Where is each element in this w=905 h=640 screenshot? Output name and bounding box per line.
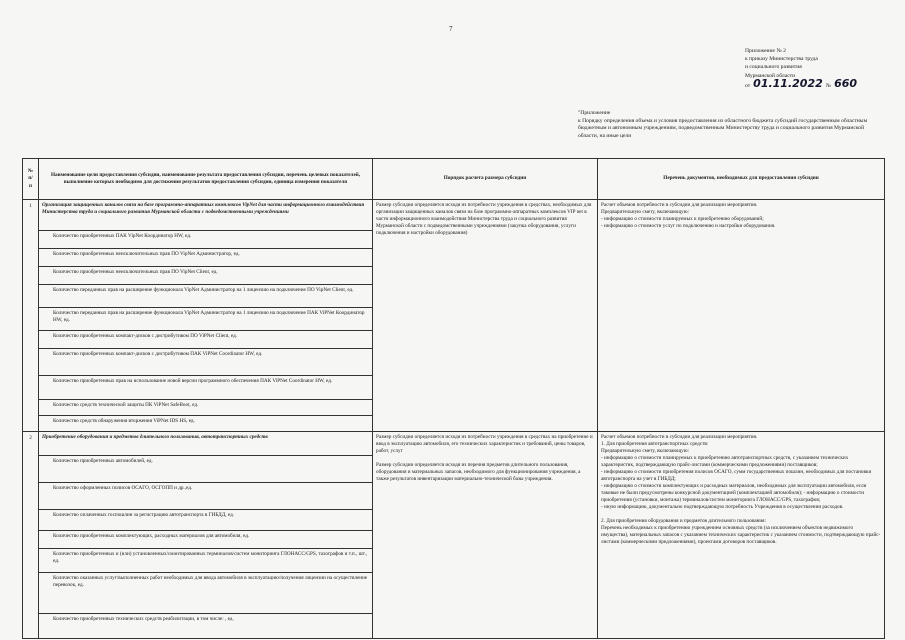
table-row xyxy=(23,200,885,432)
docs-cell xyxy=(598,200,885,432)
prilozhenie-block xyxy=(578,110,878,140)
appendix-line: Мурманской области xyxy=(745,72,796,79)
indicator-item: Количество приобретенных комплектующих, расходных материалов для автомобиля, ед. xyxy=(39,531,372,549)
handwritten-number: 660 xyxy=(834,76,858,90)
indicator-item: Количество приобретенных неисключительных прав ПО VipNet Client, ед. xyxy=(39,267,372,285)
indicator-item: Количество оплаченных госпошлин за регистрацию автотранспорта в ГИБДД, ед. xyxy=(39,510,372,531)
calc-cell xyxy=(373,432,598,639)
prilozhenie-title: "Приложение xyxy=(578,110,611,116)
docs-line: 1. Для приобретения автотранспортных средств: xyxy=(601,441,709,447)
indicator-item: Количество приобретенных неисключительных прав ПО VipNet Администратор, ед. xyxy=(39,249,372,267)
indicator-item: Количество приобретенных и (или) установленных/смонтированных терминалов/систем мониторинга ГЛОНАСС/GPS, тахографов и т.п., шт., ед. xyxy=(39,549,372,573)
header-num: № п/п xyxy=(23,159,39,200)
indicator-item: Количество средств технической защиты ПК ViPNet SafeBoot, ед. xyxy=(39,400,372,416)
indicator-item: Количество приобретенных ПАК VipNet Координатор HW, ед. xyxy=(39,231,372,249)
appendix-line: и социального развития xyxy=(745,64,802,71)
indicator-item: Количество приобретенных технических средств реабилитации, в том числе: , ед. xyxy=(53,616,234,622)
calc-text: Размер субсидии определяется исходя из перечня предметов длительного пользования, оборудования и материальных запасов, необходимого для функционирования учреждения, а также результатов инвентаризации материально-технической базы учреждения. xyxy=(376,462,581,482)
date-prefix: от xyxy=(745,82,751,89)
indicator-item: Количество средств обнаружения вторжения ViPNet IDS HS, ед. xyxy=(53,418,195,424)
header-goal: Наименование цели предоставления субсидии, наименование результата предоставления субсидии, перечень целевых показателей, выполнение которых необходимо для достижения результатов предоставления субсидии, единица измерения показателя xyxy=(39,159,373,200)
page-number: 7 xyxy=(449,25,453,33)
header-docs: Перечень документов, необходимых для предоставления субсидии xyxy=(598,159,885,200)
subsidy-table xyxy=(22,158,885,639)
header-calc: Порядок расчета размера субсидии xyxy=(373,159,598,200)
handwritten-date: 01.11.2022 xyxy=(753,76,823,90)
number-prefix: № xyxy=(825,82,832,89)
docs-line: Перечень необходимых к приобретению учреждением основных средств (за исключением объектов недвижимого имущества), материальных запасов с указанием технических характеристик с указанием стоимости, подтверждающую прайс-листами (коммерческими предложениями), проектами договоров поставщиков. xyxy=(601,525,881,545)
row-number: 1 xyxy=(23,200,39,432)
docs-line: - информацию о стоимости услуг по подключению и настройки оборудования. xyxy=(601,223,776,229)
goal-title: Приобретение оборудования и предметов длительного пользования, автотранспортных средств xyxy=(39,432,372,456)
docs-line: 2. Для приобретения оборудования и предметов длительного пользования: xyxy=(601,518,767,524)
docs-line: - иную информацию, документально подтверждающую потребность Учреждения в осуществлении расходов. xyxy=(601,504,844,510)
calc-cell xyxy=(373,200,598,432)
docs-line: Предварительную смету, включающую: xyxy=(601,448,690,454)
goal-title: Организация защищенных каналов связи на базе программно-аппаратных комплексов VipNet для части информационного взаимодействия Министерства труда и социального развития Мурманской области с подведомственными учреждениями xyxy=(39,200,372,231)
docs-line: Расчет объемов потребности в субсидии для реализации мероприятия. xyxy=(601,434,758,440)
appendix-line: Приложение № 2 xyxy=(745,48,786,54)
appendix-line: к приказу Министерства труда xyxy=(745,56,818,63)
indicator-item: Количество оказанных услуг/выполненных работ необходимых для ввода автомобиля в эксплуатацию/получения лицензии на осуществление перевозок, ед. xyxy=(39,573,372,614)
docs-line: Расчет объемов потребности в субсидии для реализации мероприятия. xyxy=(601,202,758,208)
table-row xyxy=(23,432,885,639)
docs-cell xyxy=(598,432,885,639)
indicator-item: Количество переданных прав на расширение функционала VipNet Администратор на 1 лицензию на подключение ПО VipNet Client, ед. xyxy=(39,285,372,308)
indicator-item: Количество оформленных полисов ОСАГО, ОСГОПП и др.,ед. xyxy=(39,483,372,510)
docs-line: - информацию о стоимости комплектующих и расходных материалов, необходимых для эксплуатации автомобиля, если таковые не были предусмотрены конкурсной документацией (комплектацией автомобиля); - информацию о стоимости приобретения (установки, монтажа) терминалов/систем мониторинга ГЛОНАСС/GPS, тахографов; xyxy=(601,483,867,503)
appendix-block xyxy=(745,47,860,90)
docs-line: - информацию о стоимости планируемых к приобретению автотранспортных средств, с указанием технических характеристик, подтверждающую прайс-листами (коммерческими предложениями) поставщиков; xyxy=(601,455,849,468)
prilozhenie-text: к Порядку определения объема и условия предоставления из областного бюджета субсидий государственным областным бюджетным и автономным учреждениям, подведомственным Министерству труда и социального развития Мурманской области, на иные цели xyxy=(578,117,868,139)
calc-text: Размер субсидии определяется исходя из потребности учреждения в средствах на приобретение и ввод в эксплуатацию автомобиля, его технических характеристик и требований, цены товаров, работ, услуг xyxy=(376,434,593,454)
docs-line: Предварительную смету, включающую: xyxy=(601,209,690,215)
appendix-date-number xyxy=(745,76,860,90)
table-header-row xyxy=(23,159,885,200)
indicator-item: Количество переданных прав на расширение функционала VipNet Администратор на 1 лицензию на подключение ПАК ViPNet Координатор HW, ед. xyxy=(39,308,372,331)
goal-cell xyxy=(39,200,373,432)
indicator-item: Количество приобретенных прав на использование новой версии программного обеспечения ПАК ViPNet Coordinator HW, ед. xyxy=(39,376,372,400)
indicator-item: Количество приобретенных компакт-дисков с дистрибутивом ПАК ViPNet Coordinator HW, ед. xyxy=(39,349,372,376)
goal-cell xyxy=(39,432,373,639)
docs-line: - информацию о стоимости приобретения полисов ОСАГО, сумм государственных пошлин, необходимых для постановки автотранспорта на учет в ГИБДД; xyxy=(601,469,872,482)
calc-text: Размер субсидии определяется исходя из потребности учреждения в средствах, необходимых для организации защищенных каналов связи на базе программно-аппаратных комплексов VIP net в части информационного взаимодействия Министерства труда и социального развития Мурманской области с подведомственными учреждениями (закупка оборудования, услуги подключения и настройки оборудования) xyxy=(376,202,592,236)
indicator-item: Количество приобретенных компакт-дисков с дистрибутивом ПО ViPNet Client, ед. xyxy=(39,331,372,349)
row-number: 2 xyxy=(23,432,39,639)
indicator-item: Количество приобретенных автомобилей, ед. xyxy=(39,456,372,483)
docs-line: - информацию о стоимости планируемых к приобретению оборудований; xyxy=(601,216,764,222)
